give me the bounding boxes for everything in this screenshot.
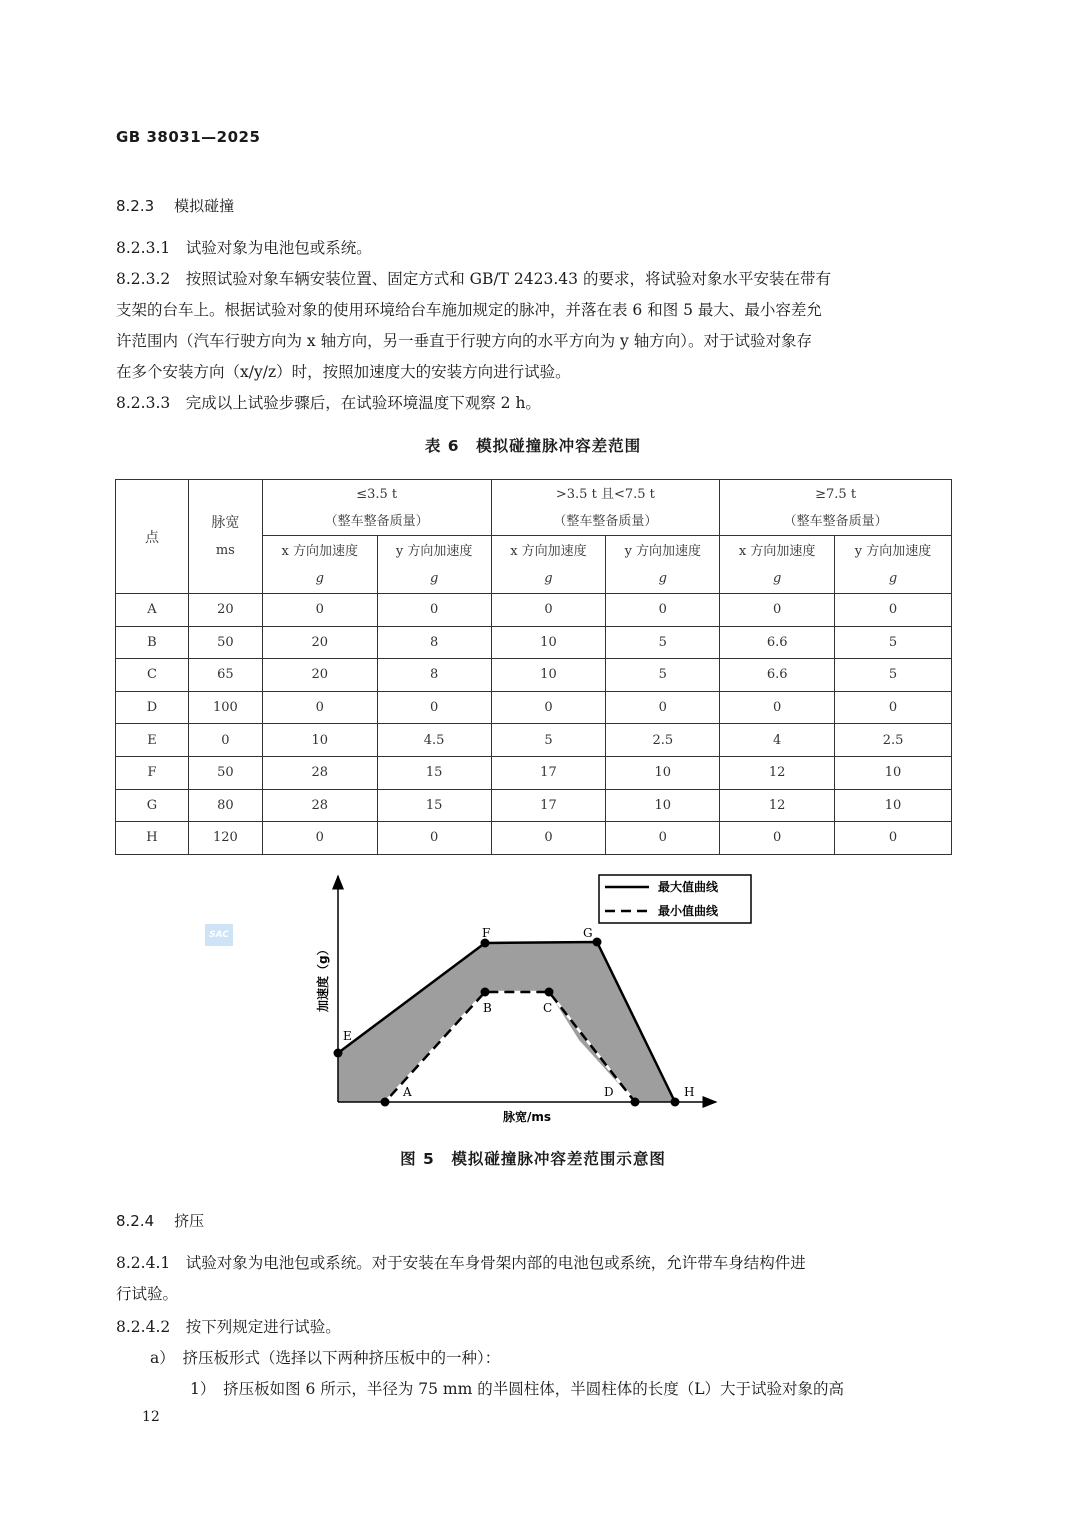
section-8-2-4-heading <box>116 1210 204 1231</box>
cell: 6.6 <box>720 626 835 659</box>
y-accel-label: y 方向加速度 <box>395 543 473 559</box>
cell: 2.5 <box>606 724 720 757</box>
header-width-label: 脉宽 <box>211 514 240 531</box>
cell: 0 <box>377 594 491 627</box>
figure-caption: 图 5 模拟碰撞脉冲容差范围示意图 <box>400 1150 666 1168</box>
x-accel-label: x 方向加速度 <box>281 543 358 559</box>
cell: 0 <box>720 691 835 724</box>
cell: H <box>116 822 189 855</box>
cell: 15 <box>377 789 491 822</box>
cell: B <box>116 626 189 659</box>
label-A: A <box>403 1085 412 1099</box>
label-F: F <box>482 926 491 940</box>
group-mass: ≥7.5 t <box>815 486 857 502</box>
cell: 65 <box>188 659 262 692</box>
label-D: D <box>604 1085 614 1099</box>
legend-max-label: 最大值曲线 <box>658 880 719 894</box>
cell: 10 <box>835 789 952 822</box>
paragraph-line: 支架的台车上。根据试验对象的使用环境给台车施加规定的脉冲，并落在表 6 和图 5 最大、最小容差允 <box>116 301 822 319</box>
point-C <box>545 988 554 997</box>
cell: 0 <box>262 594 377 627</box>
point-H <box>671 1098 680 1107</box>
list-item-1: 1） 挤压板如图 6 所示，半径为 75 mm 的半圆柱体，半圆柱体的长度（L）大于试验对象的高 <box>190 1380 845 1398</box>
tolerance-band <box>338 942 675 1102</box>
cell: 6.6 <box>720 659 835 692</box>
cell: 0 <box>377 691 491 724</box>
cell: 100 <box>188 691 262 724</box>
label-H: H <box>684 1085 695 1099</box>
cell: 5 <box>606 659 720 692</box>
cell: 5 <box>491 724 606 757</box>
unit-g: g <box>658 570 667 586</box>
list-item-a: a） 挤压板形式（选择以下两种挤压板中的一种）： <box>150 1349 501 1367</box>
header-width-unit: ms <box>215 542 235 558</box>
group-note: （整车整备质量） <box>553 513 658 529</box>
paragraph-line: 许范围内（汽车行驶方向为 x 轴方向，另一垂直于行驶方向的水平方向为 y 轴方向）。对于试验对象存 <box>116 332 812 350</box>
cell: 0 <box>606 594 720 627</box>
paragraph-line: 8.2.4.2 按下列规定进行试验。 <box>116 1318 341 1336</box>
point-B <box>481 988 490 997</box>
cell: 80 <box>188 789 262 822</box>
cell: F <box>116 756 189 789</box>
label-B: B <box>483 1001 492 1015</box>
cell: 0 <box>835 691 952 724</box>
sac-logo: SAC <box>205 924 233 946</box>
cell: 10 <box>262 724 377 757</box>
cell: 0 <box>262 822 377 855</box>
unit-g: g <box>429 570 439 586</box>
group-mass: ≤3.5 t <box>356 486 398 502</box>
cell: 12 <box>720 756 835 789</box>
section-number: 8.2.3 <box>116 197 155 215</box>
cell: 120 <box>188 822 262 855</box>
x-accel-label: x 方向加速度 <box>510 543 587 559</box>
cell: 10 <box>491 659 606 692</box>
cell: 5 <box>835 626 952 659</box>
cell: 0 <box>262 691 377 724</box>
cell: 4 <box>720 724 835 757</box>
section-title: 挤压 <box>174 1212 205 1230</box>
y-axis-label: 加速度（g） <box>316 943 330 1012</box>
cell: G <box>116 789 189 822</box>
cell: 28 <box>262 756 377 789</box>
cell: 28 <box>262 789 377 822</box>
header-point: 点 <box>116 480 189 594</box>
page-number: 12 <box>142 1409 160 1425</box>
cell: 8 <box>377 659 491 692</box>
label-C: C <box>543 1001 553 1015</box>
point-A <box>381 1098 390 1107</box>
point-E <box>334 1049 343 1058</box>
label-G: G <box>583 926 593 940</box>
point-D <box>631 1098 640 1107</box>
cell: 15 <box>377 756 491 789</box>
cell: 50 <box>188 756 262 789</box>
cell: A <box>116 594 189 627</box>
unit-g: g <box>544 570 553 586</box>
cell: 10 <box>835 756 952 789</box>
cell: 5 <box>835 659 952 692</box>
section-title: 模拟碰撞 <box>174 197 235 215</box>
section-number: 8.2.4 <box>116 1212 155 1230</box>
unit-g: g <box>888 570 898 586</box>
x-accel-label: x 方向加速度 <box>738 543 816 559</box>
unit-g: g <box>315 570 324 586</box>
cell: 0 <box>835 594 952 627</box>
cell: 17 <box>491 789 606 822</box>
cell: 20 <box>262 626 377 659</box>
y-accel-label: y 方向加速度 <box>624 543 702 559</box>
cell: E <box>116 724 189 757</box>
group-note: （整车整备质量） <box>783 513 888 529</box>
legend-min-label: 最小值曲线 <box>658 904 719 918</box>
cell: 0 <box>491 691 606 724</box>
cell: 8 <box>377 626 491 659</box>
cell: 0 <box>491 822 606 855</box>
unit-g: g <box>773 570 782 586</box>
cell: 20 <box>188 594 262 627</box>
cell: 0 <box>720 822 835 855</box>
cell: 0 <box>606 822 720 855</box>
group-mass: >3.5 t 且<7.5 t <box>555 486 655 502</box>
cell: 2.5 <box>835 724 952 757</box>
cell: 0 <box>606 691 720 724</box>
paragraph-line: 在多个安装方向（x/y/z）时，按照加速度大的安装方向进行试验。 <box>116 363 571 381</box>
legend <box>599 875 751 923</box>
cell: 5 <box>606 626 720 659</box>
paragraph-line: 8.2.4.1 试验对象为电池包或系统。对于安装在车身骨架内部的电池包或系统，允许带车身结构件进 <box>116 1254 806 1272</box>
cell: 0 <box>491 594 606 627</box>
standard-number: GB 38031—2025 <box>116 128 261 146</box>
cell: 10 <box>606 789 720 822</box>
cell: 0 <box>188 724 262 757</box>
cell: C <box>116 659 189 692</box>
label-E: E <box>343 1029 352 1043</box>
cell: 0 <box>835 822 952 855</box>
cell: 10 <box>491 626 606 659</box>
paragraph-line: 8.2.3.1 试验对象为电池包或系统。 <box>116 239 372 257</box>
cell: 17 <box>491 756 606 789</box>
paragraph-line: 行试验。 <box>116 1285 179 1303</box>
table-caption: 表 6 模拟碰撞脉冲容差范围 <box>424 437 642 455</box>
paragraph-line: 8.2.3.3 完成以上试验步骤后，在试验环境温度下观察 2 h。 <box>116 394 541 412</box>
cell: 0 <box>377 822 491 855</box>
cell: 20 <box>262 659 377 692</box>
cell: 4.5 <box>377 724 491 757</box>
x-axis-label: 脉宽/ms <box>502 1110 552 1124</box>
y-accel-label: y 方向加速度 <box>854 543 932 559</box>
point-G <box>593 938 602 947</box>
cell: 10 <box>606 756 720 789</box>
cell: 12 <box>720 789 835 822</box>
cell: 0 <box>720 594 835 627</box>
group-note: （整车整备质量） <box>324 513 429 529</box>
cell: D <box>116 691 189 724</box>
cell: 50 <box>188 626 262 659</box>
paragraph-line: 8.2.3.2 按照试验对象车辆安装位置、固定方式和 GB/T 2423.43 的要求，将试验对象水平安装在带有 <box>116 270 831 288</box>
